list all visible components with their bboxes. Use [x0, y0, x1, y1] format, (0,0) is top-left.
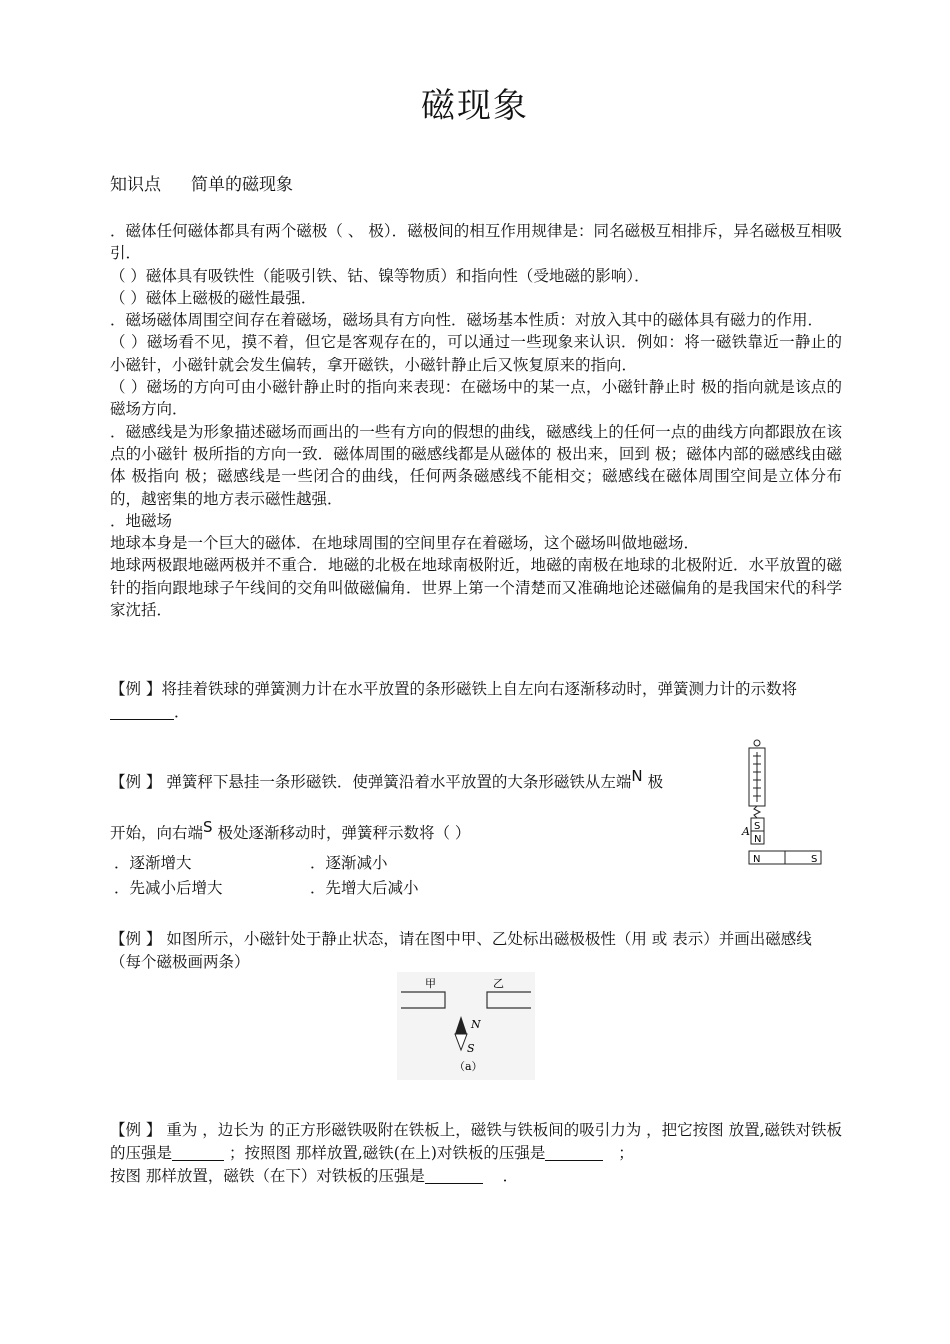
option-d[interactable]: ．先增大后减小: [310, 879, 419, 897]
spring-scale-figure: [735, 738, 830, 866]
example-text: 极处逐渐移动时，弹簧秤示数将（ ）: [217, 824, 471, 842]
example-tag: 【例 】: [110, 930, 162, 948]
answer-blank[interactable]: [172, 1144, 224, 1161]
label-a: A: [742, 825, 750, 838]
knowledge-paragraph: （ ）磁体上磁极的磁性最强．: [110, 288, 317, 307]
knowledge-paragraph: ．磁体任何磁体都具有两个磁极（ 、 极）．磁极间的相互作用规律是：同名磁极互相排斥，异名磁极互相吸引．: [110, 222, 842, 263]
example-text: 按图 那样放置，磁铁（在下）对铁板的压强是: [110, 1167, 425, 1185]
section-label: 知识点: [110, 175, 161, 195]
option-b[interactable]: ．逐渐减小: [310, 854, 388, 872]
answer-blank[interactable]: [545, 1144, 603, 1161]
example-4: [110, 1119, 842, 1188]
example-2: [110, 765, 730, 845]
example-text: 如图所示，小磁针处于静止状态，请在图中甲、乙处标出磁极极性（用 或 表示）并画出磁感线（每个磁极画两条）: [110, 930, 812, 971]
knowledge-paragraph: ．地磁场: [110, 511, 173, 530]
page-title: 磁现象: [421, 86, 529, 126]
knowledge-paragraph: （ ）磁体具有吸铁性（能吸引铁、钴、镍等物质）和指向性（受地磁的影响）．: [110, 266, 650, 285]
example-text: 弹簧秤下悬挂一条形磁铁．使弹簧沿着水平放置的大条形磁铁从左端: [166, 773, 632, 791]
example-text: 重为 ，边长为 的正方形磁铁吸附在铁板上，磁铁与铁板间的吸引力为 ，把它按图 放置,磁铁对铁板的压强是: [110, 1121, 843, 1162]
knowledge-paragraph: ．磁感线是为形象描述磁场而画出的一些有方向的假想的曲线，磁感线上的任何一点的曲线方向都跟放在该点的小磁针 极所指的方向一致．磁体周围的磁感线都是从磁体的 极出来，回到 极；磁体内部的磁感线由磁体 极指向 极；磁感线是一些闭合的曲线，任何两条磁感线不能相交；磁感线在磁体周围空间是立体分布的，越密集的地方表示磁性越强．: [110, 422, 842, 508]
pole-s-label: S: [203, 818, 213, 836]
label-yi: 乙: [493, 977, 504, 990]
example-1: [110, 678, 842, 724]
knowledge-paragraph: （ ）磁场的方向可由小磁针静止时的指向来表现：在磁场中的某一点，小磁针静止时 极的指向就是该点的磁场方向．: [110, 378, 842, 419]
magnet-bottom-pole: N: [754, 834, 762, 845]
example-tag: 【例 】: [110, 1121, 162, 1139]
knowledge-paragraph: 地球两极跟地磁两极并不重合．地磁的北极在地球南极附近，地磁的南极在地球的北极附近．水平放置的磁针的指向跟地球子午线间的交角叫做磁偏角．世界上第一个清楚而又准确地论述磁偏角的是我国宋代的科学家沈括．: [110, 556, 842, 620]
knowledge-text: [110, 220, 842, 621]
example-end: ．: [174, 703, 190, 721]
bar-right-pole: S: [811, 854, 818, 865]
example-text: ；: [618, 1144, 634, 1162]
example-3: [110, 928, 842, 974]
compass-figure: [397, 972, 535, 1080]
answer-blank[interactable]: [110, 703, 174, 720]
section-heading: [110, 170, 293, 195]
magnet-top-pole: S: [754, 821, 761, 832]
answer-blank[interactable]: [425, 1167, 483, 1184]
knowledge-paragraph: ．磁场磁体周围空间存在着磁场，磁场具有方向性．磁场基本性质：对放入其中的磁体具有磁力的作用．: [110, 311, 824, 330]
example-tag: 【例 】: [110, 680, 162, 698]
section-topic: 简单的磁现象: [191, 175, 293, 195]
option-c[interactable]: ．先减小后增大: [114, 879, 223, 897]
figure-caption: （a）: [454, 1060, 483, 1073]
example-text: ；按照图 那样放置,磁铁(在上)对铁板的压强是: [228, 1144, 546, 1162]
needle-n-label: N: [471, 1018, 481, 1031]
option-a[interactable]: ．逐渐增大: [114, 854, 192, 872]
options-list: [114, 851, 419, 901]
knowledge-paragraph: （ ）磁场看不见，摸不着，但它是客观存在的，可以通过一些现象来认识．例如：将一磁铁靠近一静止的小磁针，小磁针就会发生偏转，拿开磁铁，小磁针静止后又恢复原来的指向．: [110, 333, 842, 374]
knowledge-paragraph: 地球本身是一个巨大的磁体．在地球周围的空间里存在着磁场，这个磁场叫做地磁场．: [110, 534, 700, 553]
label-jia: 甲: [425, 977, 436, 990]
pole-n-label: N: [631, 767, 643, 785]
example-tag: 【例 】: [110, 773, 162, 791]
example-text: 将挂着铁球的弹簧测力计在水平放置的条形磁铁上自左向右逐渐移动时，弹簧测力计的示数将: [161, 680, 797, 698]
example-text: 极: [647, 773, 664, 791]
example-text: 开始，向右端: [110, 824, 204, 842]
bar-left-pole: N: [753, 854, 761, 865]
needle-s-label: S: [467, 1042, 475, 1055]
example-end: ．: [502, 1167, 519, 1185]
